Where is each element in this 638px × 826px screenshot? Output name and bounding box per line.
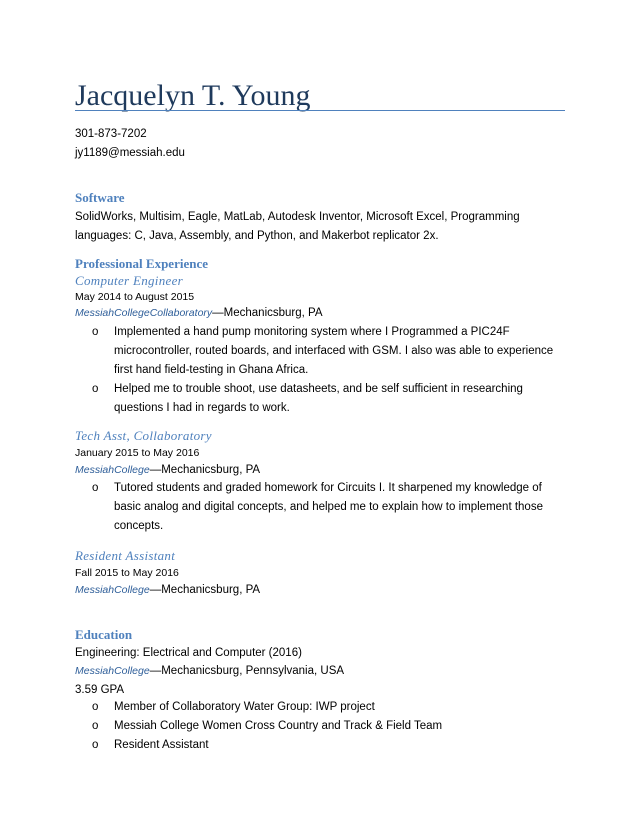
bullet-marker: o [92,739,99,751]
job-employer [75,583,260,598]
employer-name: MessiahCollege [75,464,150,476]
job-bullet: Implemented a hand pump monitoring system where I Programmed a PIC24F microcontroller, routed boards, and interfaced with GSM. I also was able to experience first hand field-testing in Ghana Africa. [114,326,554,376]
job-dates: January 2015 to May 2016 [75,447,200,459]
school-name: MessiahCollege [75,665,150,677]
job-bullet: Helped me to trouble shoot, use datasheets, and be self sufficient in researching questions I had in regards to work. [114,383,523,414]
bullet-marker: o [92,326,99,338]
school-location: —Mechanicsburg, Pennsylvania, USA [149,665,345,677]
email-address: jy1189@messiah.edu [75,147,185,159]
software-line-2: languages: C, Java, Assembly, and Python, and Makerbot replicator 2x. [75,230,439,242]
header-divider [75,110,565,111]
experience-heading: Professional Experience [75,256,208,271]
job-dates: May 2014 to August 2015 [75,291,195,303]
employer-name: MessiahCollege [75,584,150,596]
job-title: Resident Assistant [75,548,176,563]
bullet-marker: o [92,701,99,713]
education-heading: Education [75,627,133,642]
employer-location: —Mechanicsburg, PA [212,307,323,319]
job-dates: Fall 2015 to May 2016 [75,567,179,579]
job-employer [75,463,260,478]
education-bullet: Messiah College Women Cross Country and Track & Field Team [114,720,443,732]
education-school [75,664,344,679]
employer-location: —Mechanicsburg, PA [149,464,261,476]
employer-name: MessiahCollegeCollaboratory [75,307,213,319]
phone-number: 301-873-7202 [75,128,147,140]
bullet-marker: o [92,482,99,494]
education-bullet: Member of Collaboratory Water Group: IWP project [114,701,375,713]
education-gpa: 3.59 GPA [75,684,125,696]
software-line-1: SolidWorks, Multisim, Eagle, MatLab, Autodesk Inventor, Microsoft Excel, Programming [75,211,520,223]
resume-name: Jacquelyn T. Young [75,79,311,112]
job-employer [75,306,323,321]
bullet-marker: o [92,383,99,395]
job-title: Tech Asst, Collaboratory [75,428,212,443]
bullet-marker: o [92,720,99,732]
education-degree: Engineering: Electrical and Computer (2016) [75,647,302,659]
employer-location: —Mechanicsburg, PA [149,584,261,596]
software-heading: Software [75,190,125,205]
job-bullet: Tutored students and graded homework for Circuits I. It sharpened my knowledge of basic analog and digital concepts, and helped me to explain how to implement those concepts. [114,482,543,532]
job-title: Computer Engineer [75,273,184,288]
education-bullet: Resident Assistant [114,739,209,751]
